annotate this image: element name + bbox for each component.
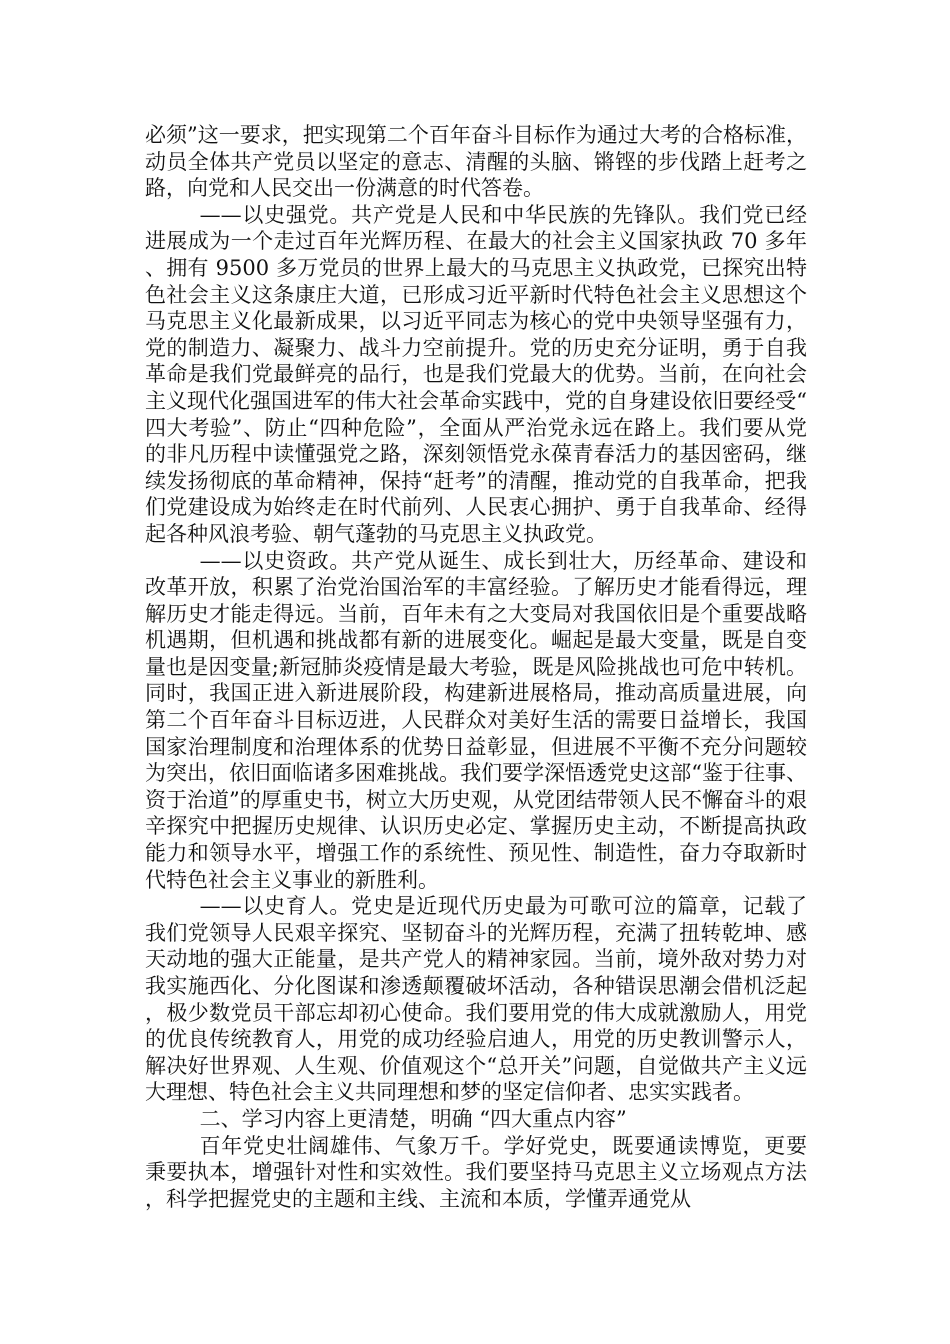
paragraph-study-content: 百年党史壮阔雄伟、气象万千。学好党史，既要通读博览，更要秉要执本，增强针对性和实效性。我们要坚持马克思主义立场观点方法，科学把握党史的主题和主线、主流和本质，学懂弄通党从 [145, 1133, 807, 1211]
paragraph-education: ——以史育人。党史是近现代历史最为可歌可泣的篇章，记载了我们党领导人民艰辛探究、坚韧奋斗的光辉历程，充满了扭转乾坤、感天动地的强大正能量，是共产党人的精神家园。当前，境外敌对势力对我实施西化、分化图谋和渗透颠覆破坏活动，各种错误思潮会借机泛起，极少数党员干部忘却初心使命。我们要用党的伟大成就激励人，用党的优良传统教育人，用党的成功经验启迪人，用党的历史教训警示人，解决好世界观、人生观、价值观这个“总开关”问题，自觉做共产主义远大理想、特色社会主义共同理想和梦的坚定信仰者、忠实实践者。 [145, 894, 807, 1105]
paragraph-governance: ——以史资政。共产党从诞生、成长到壮大，历经革命、建设和改革开放，积累了治党治国治军的丰富经验。了解历史才能看得远，理解历史才能走得远。当前，百年未有之大变局对我国依旧是个重要战略机遇期，但机遇和挑战都有新的进展变化。崛起是最大变量，既是自变量也是因变量;新冠肺炎疫情是最大考验，既是风险挑战也可危中转机。同时，我国正进入新进展阶段，构建新进展格局，推动高质量进展，向第二个百年奋斗目标迈进，人民群众对美好生活的需要日益增长，我国国家治理制度和治理体系的优势日益彰显，但进展不平衡不充分问题较为突出，依旧面临诸多困难挑战。我们要学深悟透党史这部“鉴于往事、资于治道”的厚重史书，树立大历史观，从党团结带领人民不懈奋斗的艰辛探究中把握历史规律、认识历史必定、掌握历史主动，不断提高执政能力和领导水平，增强工作的系统性、预见性、制造性，奋力夺取新时代特色社会主义事业的新胜利。 [145, 548, 807, 892]
section-heading: 二、学习内容上更清楚，明确 “四大重点内容” [199, 1106, 627, 1131]
document-page [145, 122, 807, 1212]
paragraph-strengthen-party: ——以史强党。共产党是人民和中华民族的先锋队。我们党已经进展成为一个走过百年光辉历程、在最大的社会主义国家执政 70 多年、拥有 9500 多万党员的世界上最大的马克思主义执政党，已探究出特色社会主义这条康庄大道，已形成习近平新时代特色社会主义思想这个马克思主义化最新成果，以习近平同志为核心的党中央领导坚强有力，党的制造力、凝聚力、战斗力空前提升。党的历史充分证明，勇于自我革命是我们党最鲜亮的品行，也是我们党最大的优势。当前，在向社会主义现代化强国进军的伟大社会革命实践中，党的自身建设依旧要经受“四大考验”、防止“四种危险”，全面从严治党永远在路上。我们要从党的非凡历程中读懂强党之路，深刻领悟党永葆青春活力的基因密码，继续发扬彻底的革命精神，保持“赶考”的清醒，推动党的自我革命，把我们党建设成为始终走在时代前列、人民衷心拥护、勇于自我革命、经得起各种风浪考验、朝气蓬勃的马克思主义执政党。 [145, 202, 807, 546]
paragraph-continuation: 必须”这一要求，把实现第二个百年奋斗目标作为通过大考的合格标准，动员全体共产党员以坚定的意志、清醒的头脑、锵铿的步伐踏上赶考之路，向党和人民交出一份满意的时代答卷。 [145, 123, 807, 201]
